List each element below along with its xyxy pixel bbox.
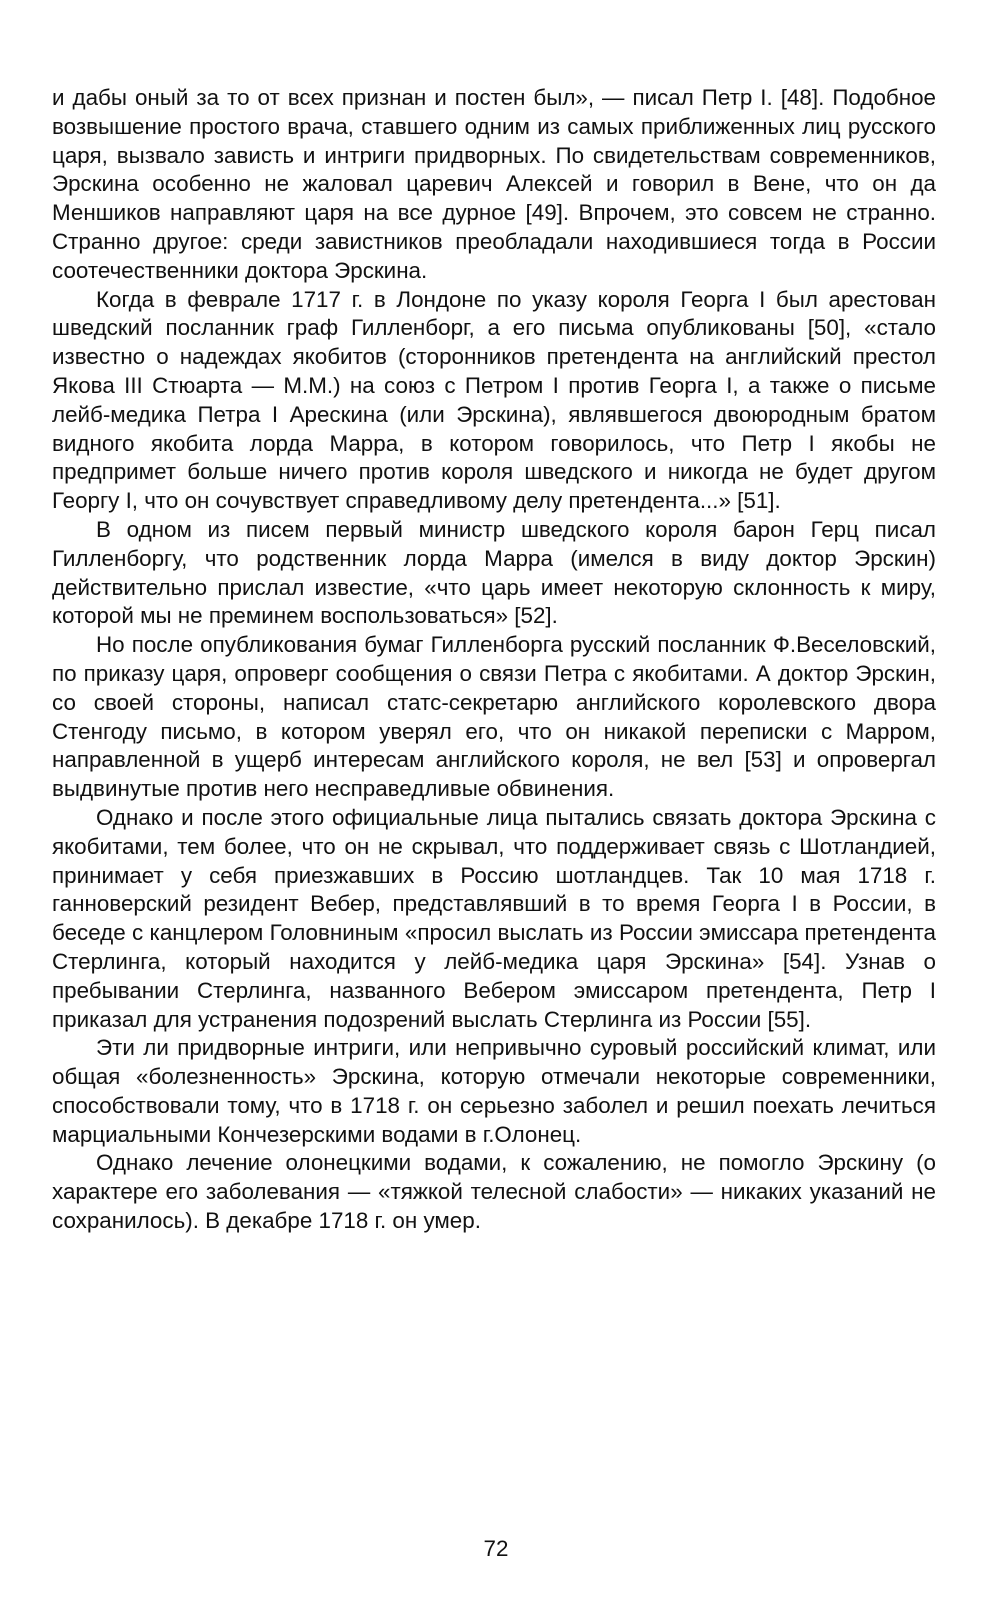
paragraph: Но после опубликования бумаг Гилленборга русский посланник Ф.Веселовский, по приказу царя, опроверг сообщения о связи Петра с якобитами. А доктор Эрскин, со своей стороны, написал статс-секретарю английского королевского двора Стенгоду письмо, в котором уверял его, что он никакой переписки с Марром, направленной в ущерб интересам английского короля, не вел [53] и опровергал выдвинутые против него несправедливые обвинения.	[52, 632, 936, 802]
paragraph: Однако лечение олонецкими водами, к сожалению, не помогло Эрскину (о характере его заболевания — «тяжкой телесной слабости» — никаких указаний не сохранилось). В декабре 1718 г. он умер.	[52, 1150, 936, 1234]
paragraph: В одном из писем первый министр шведского короля барон Герц писал Гилленборгу, что родственник лорда Марра (имелся в виду доктор Эрскин) действительно прислал известие, «что царь имеет некоторую склонность к миру, которой мы не преминем воспользоваться» [52].	[52, 516, 936, 629]
page-number: 72	[483, 1536, 509, 1561]
paragraph: и дабы оный за то от всех признан и постен был», — писал Петр I. [48]. Подобное возвышение простого врача, ставшего одним из самых приближенных лиц русского царя, вызвало зависть и интриги придворных. По свидетельствам современников, Эрскина особенно не жаловал царевич Алексей и говорил в Вене, что он да Меншиков направляют царя на все дурное [49]. Впрочем, это совсем не странно. Странно другое: среди завистников преобладали находившиеся тогда в России соотечественники доктора Эрскина.	[52, 85, 936, 283]
paragraph: Эти ли придворные интриги, или непривычно суровый российский климат, или общая «болезненность» Эрскина, которую отмечали некоторые современники, способствовали тому, что в 1718 г. он серьезно заболел и решил поехать лечиться марциальными Кончезерскими водами в г.Олонец.	[52, 1035, 936, 1147]
paragraph: Когда в феврале 1717 г. в Лондоне по указу короля Георга I был арестован шведский посланник граф Гилленборг, а его письма опубликованы [50], «стало известно о надеждах якобитов (сторонников претендента на английский престол Якова III Стюарта — М.М.) на союз с Петром I против Георга I, а также о письме лейб-медика Петра I Арескина (или Эрскина), являвшегося двоюродным братом видного якобита лорда Марра, в котором говорилось, что Петр I якобы не предпримет больше ничего против короля шведского и никогда не будет другом Георгу I, что он сочувствует справедливому делу претендента...» [51].	[52, 286, 936, 514]
paragraph: Однако и после этого официальные лица пытались связать доктора Эрскина с якобитами, тем более, что он не скрывал, что поддерживает связь с Шотландией, принимает у себя приезжавших в Россию шотландцев. Так 10 мая 1718 г. ганноверский резидент Вебер, представлявший в то время Георга I в России, в беседе с канцлером Головниным «просил выслать из России эмиссара претендента Стерлинга, который находится у лейб-медика царя Эрскина» [54]. Узнав о пребывании Стерлинга, названного Вебером эмиссаром претендента, Петр I приказал для устранения подозрений выслать Стерлинга из России [55].	[52, 804, 936, 1032]
page-text	[52, 84, 936, 1236]
